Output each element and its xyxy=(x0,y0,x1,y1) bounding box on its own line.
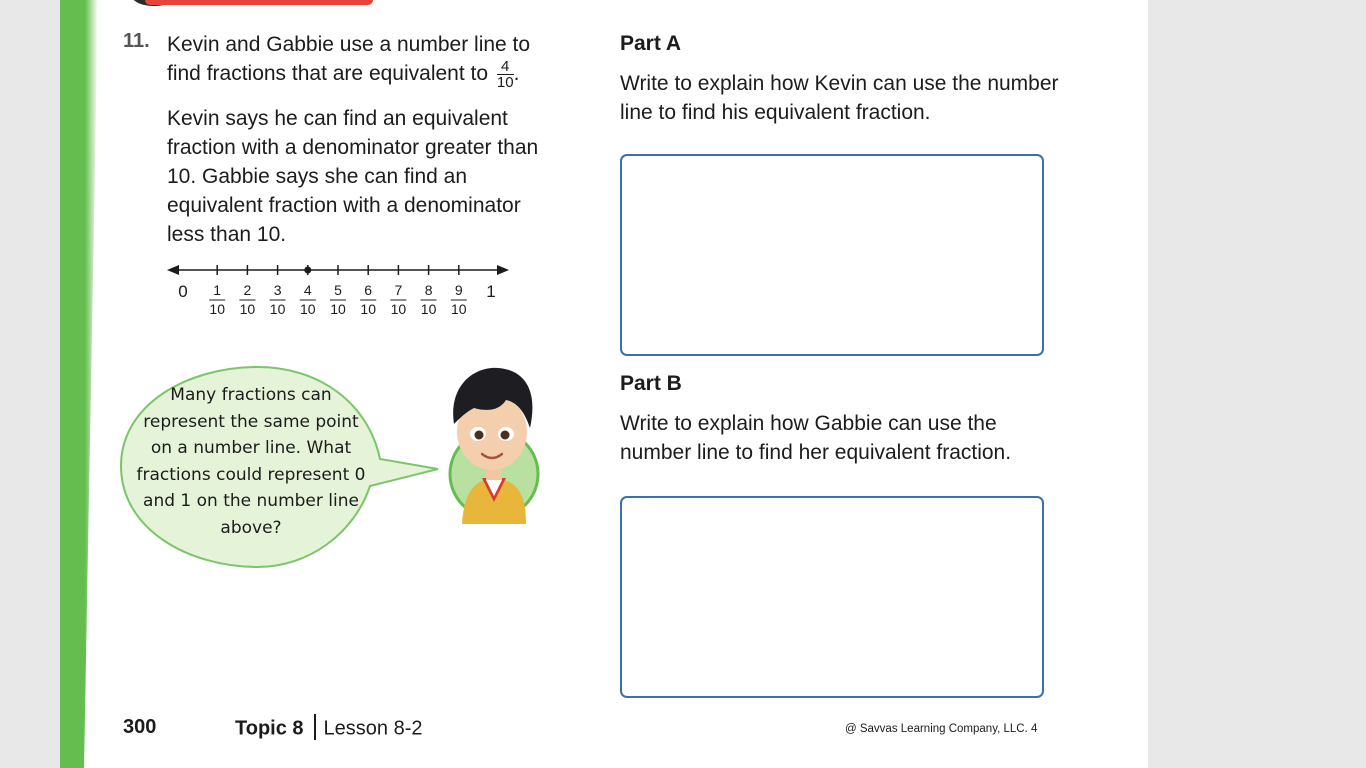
page-number: 300 xyxy=(123,716,157,738)
character-right-pupil xyxy=(501,431,510,440)
topic-separator xyxy=(314,714,316,740)
target-fraction xyxy=(497,59,514,90)
part-a-prompt: Write to explain how Kevin can use the number line to find his equivalent fraction. xyxy=(620,72,1059,124)
part-b-prompt: Write to explain how Gabbie can use the number line to find her equivalent fraction. xyxy=(620,412,1012,464)
number-line-label-numerator: 4 xyxy=(303,282,312,298)
number-line-label-numerator: 9 xyxy=(454,282,463,298)
number-line-point-dot xyxy=(304,267,311,274)
part-a-answer-box[interactable] xyxy=(620,154,1044,356)
number-line-label-denominator: 10 xyxy=(330,301,346,317)
number-line-label-denominator: 10 xyxy=(451,301,467,317)
top-decoration-tab xyxy=(145,0,373,5)
green-margin-bar xyxy=(60,0,84,768)
number-line-label-numerator: 3 xyxy=(273,282,282,298)
number-line-marks xyxy=(178,265,495,317)
part-b-answer-box[interactable] xyxy=(620,496,1044,698)
question-intro xyxy=(167,30,562,90)
workbook-page xyxy=(60,0,1148,768)
right-arrow-icon xyxy=(497,265,509,275)
left-arrow-icon xyxy=(167,265,179,275)
question-intro-text: Kevin and Gabbie use a number line to find fractions that are equivalent to xyxy=(167,33,531,86)
number-line-label-end: 1 xyxy=(486,282,496,301)
target-denominator: 10 xyxy=(496,74,514,91)
character-left-pupil xyxy=(475,431,484,440)
number-line-label-numerator: 8 xyxy=(424,282,433,298)
part-b-title: Part B xyxy=(620,372,682,395)
number-line-label-denominator: 10 xyxy=(209,301,225,317)
part-a-title: Part A xyxy=(620,32,682,55)
question-number: 11. xyxy=(123,30,150,52)
number-line-label-denominator: 10 xyxy=(360,301,376,317)
speech-bubble-text: Many fractions can represent the same point on a number line. What fractions could represent 0 and 1 on the number line above? xyxy=(136,385,366,538)
number-line-label-numerator: 5 xyxy=(334,282,342,298)
number-line-label-denominator: 10 xyxy=(300,301,316,317)
topic-label: Topic 8 xyxy=(235,717,304,740)
kevin-character-illustration xyxy=(426,362,544,524)
number-line-label-numerator: 6 xyxy=(364,282,373,298)
number-line-label-numerator: 1 xyxy=(213,282,222,298)
number-line xyxy=(165,258,525,320)
number-line-label-start: 0 xyxy=(178,282,188,301)
question-text xyxy=(167,30,562,249)
number-line-label-numerator: 2 xyxy=(243,282,252,298)
question-detail: Kevin says he can find an equivalent fraction with a denominator greater than 10. Gabbie says she can find an equivalent fraction with a denominator less than 10. xyxy=(167,107,539,246)
target-numerator: 4 xyxy=(497,59,514,75)
number-line-label-numerator: 7 xyxy=(394,282,403,298)
number-line-label-denominator: 10 xyxy=(269,301,286,317)
topic-lesson-label xyxy=(235,716,423,742)
lesson-label: Lesson 8-2 xyxy=(323,717,423,740)
number-line-label-denominator: 10 xyxy=(390,301,407,317)
number-line-label-denominator: 10 xyxy=(420,301,437,317)
copyright: @ Savvas Learning Company, LLC. 4 xyxy=(845,723,1038,735)
question-intro-end: . xyxy=(513,62,520,86)
number-line-label-denominator: 10 xyxy=(239,301,256,317)
